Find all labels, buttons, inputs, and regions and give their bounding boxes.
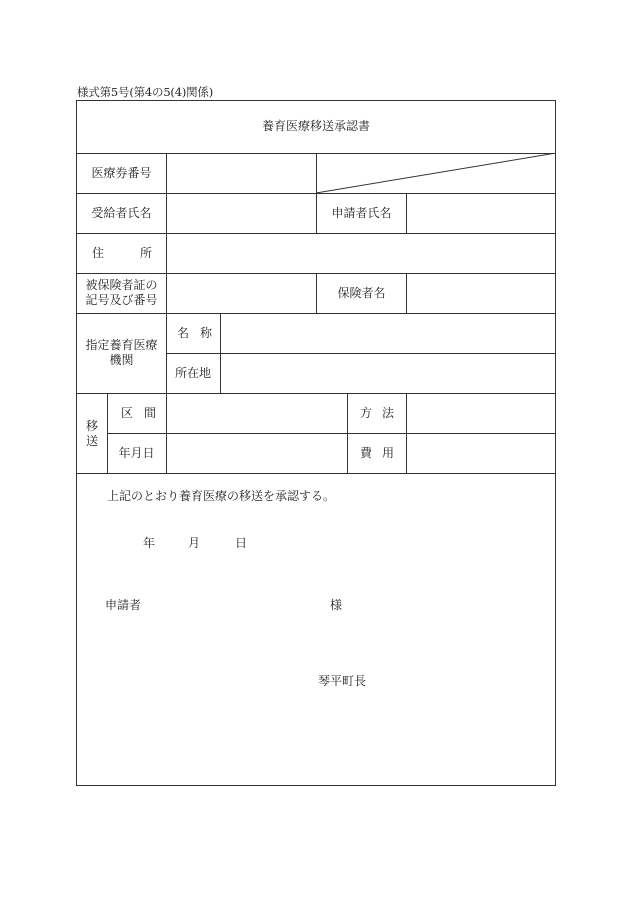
diagonal-strike [316, 153, 556, 193]
signatory: 琴平町長 [318, 674, 367, 688]
label-cost-1: 費 [360, 446, 373, 460]
field-recipient-name[interactable] [167, 194, 316, 233]
field-ticket-number[interactable] [167, 154, 316, 193]
label-insurance-card-2: 記号及び番号 [85, 293, 158, 307]
date-year: 年 [143, 536, 156, 550]
label-applicant-name: 申請者氏名 [331, 206, 392, 220]
label-method-2: 法 [382, 406, 395, 420]
label-address-2: 所 [140, 246, 153, 260]
label-section-2: 間 [144, 406, 157, 420]
label-date: 年月日 [118, 446, 155, 460]
field-applicant-name[interactable] [407, 194, 555, 233]
label-address-1: 住 [92, 246, 105, 260]
label-cost-2: 用 [382, 446, 395, 460]
label-method-1: 方 [360, 406, 373, 420]
field-date[interactable] [167, 434, 347, 473]
rule-row6 [77, 473, 555, 474]
field-method[interactable] [407, 394, 555, 433]
approval-statement: 上記のとおり養育医療の移送を承認する。 [107, 489, 336, 503]
applicant-label: 申請者 [105, 598, 142, 612]
form-title: 養育医療移送承認書 [261, 119, 370, 133]
label-ticket-number: 医療券番号 [91, 166, 152, 180]
label-transfer-2: 送 [86, 434, 99, 448]
label-transfer-1: 移 [86, 419, 99, 433]
field-cost[interactable] [407, 434, 555, 473]
field-insurer-name[interactable] [407, 274, 555, 313]
label-name-1: 名 [177, 326, 190, 340]
field-institution-name[interactable] [221, 314, 555, 353]
label-institution-1: 指定養育医療 [85, 338, 158, 352]
rule-transfer-mid-col [347, 393, 348, 473]
form-reference: 様式第5号(第4の5(4)関係) [77, 85, 214, 99]
label-institution-2: 機関 [109, 353, 134, 367]
rule-transfer-sub [107, 393, 108, 473]
field-insurance-card[interactable] [167, 274, 316, 313]
date-month: 月 [188, 536, 201, 550]
field-institution-location[interactable] [221, 354, 555, 393]
label-insurance-card-1: 被保険者証の [85, 278, 158, 292]
field-section[interactable] [167, 394, 347, 433]
label-name-2: 称 [200, 326, 213, 340]
label-insurer-name: 保険者名 [337, 286, 386, 300]
label-location: 所在地 [174, 366, 211, 380]
field-address[interactable] [167, 234, 555, 273]
label-recipient-name: 受給者氏名 [91, 206, 152, 220]
label-section-1: 区 [121, 406, 134, 420]
honorific: 様 [330, 598, 343, 612]
date-day: 日 [235, 536, 248, 550]
approval-form [76, 100, 556, 786]
